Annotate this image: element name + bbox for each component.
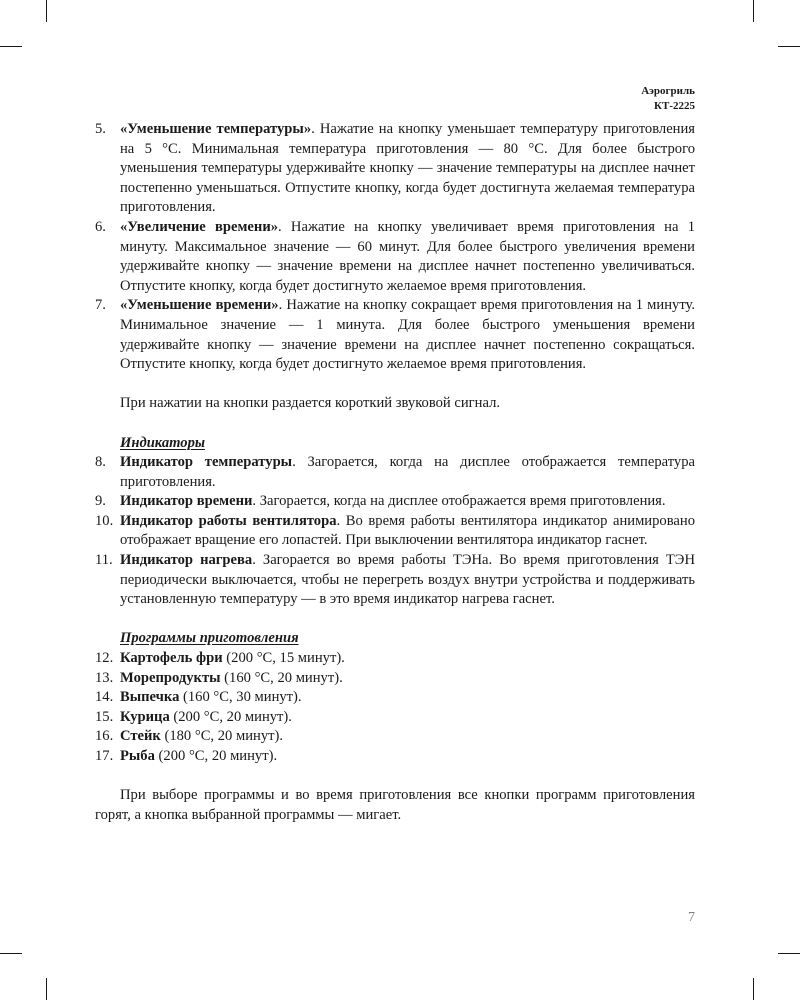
item-text: (200 °С, 20 минут).: [154, 748, 278, 764]
item-body: [120, 708, 695, 728]
list-item: [95, 453, 695, 492]
crop-mark: [46, 978, 47, 1000]
item-title: Индикатор температуры: [120, 454, 293, 471]
item-title: Индикатор времени: [120, 493, 253, 510]
list-item: [95, 512, 695, 551]
item-title: «Уменьшение времени»: [120, 297, 279, 314]
item-title: Индикатор работы вентилятора: [120, 512, 337, 529]
item-number: 7.: [95, 297, 106, 314]
item-body: [120, 453, 695, 492]
page-number: 7: [688, 910, 695, 925]
item-number: 17.: [95, 748, 114, 764]
item-body: [120, 649, 695, 669]
item-text: (160 °С, 20 минут).: [220, 669, 343, 686]
list-item: [95, 296, 695, 374]
item-text: . Загорается, когда на дисплее отображается температура приготовления.: [120, 454, 695, 490]
list-item: [95, 688, 695, 708]
list-item: [95, 727, 695, 747]
page-body: [95, 120, 695, 825]
item-body: [120, 512, 695, 551]
crop-mark: [778, 46, 800, 47]
item-number: 9.: [95, 493, 106, 510]
item-body: [120, 727, 695, 747]
item-body: [120, 120, 695, 218]
item-body: [120, 551, 695, 610]
item-title: Выпечка: [120, 689, 180, 706]
spacer: [95, 414, 695, 434]
item-number: 12.: [95, 650, 114, 667]
item-title: Морепродукты: [120, 669, 221, 686]
crop-mark: [778, 953, 800, 954]
item-number: 5.: [95, 121, 106, 137]
item-title: Стейк: [120, 728, 161, 745]
item-title: Курица: [120, 708, 170, 725]
list-item: [95, 551, 695, 610]
list-item: [95, 218, 695, 296]
list-item: [95, 708, 695, 728]
spacer: [95, 610, 695, 630]
item-title: «Уменьшение температуры»: [120, 121, 312, 137]
list-item: [95, 747, 695, 767]
item-number: 11.: [95, 552, 113, 569]
item-text: (200 °С, 20 минут).: [169, 708, 292, 725]
crop-mark: [0, 46, 22, 47]
item-number: 13.: [95, 669, 114, 686]
header-model: КТ-2225: [654, 100, 695, 112]
beep-note: При нажатии на кнопки раздается короткий звуковой сигнал.: [120, 395, 500, 412]
item-body: [120, 669, 695, 689]
item-text: (200 °С, 15 минут).: [222, 650, 345, 667]
item-text: . Нажатие на кнопку увеличивает время приготовления на 1 минуту. Максимальное значение — 60 минут. Для более быстрого увеличения времени удерживайте кнопку — значение времени на дисплее начнет постепенно увеличиваться. Отпустите кнопку, когда будет достигнуто желаемое время приготовления.: [120, 218, 696, 294]
item-title: Индикатор нагрева: [120, 552, 253, 569]
running-header: [641, 84, 695, 114]
programs-heading: Программы приготовления: [120, 630, 299, 647]
item-text: (160 °С, 30 минут).: [179, 689, 302, 706]
item-number: 16.: [95, 728, 114, 745]
header-product: Аэрогриль: [641, 85, 695, 97]
item-body: [120, 688, 695, 708]
item-number: 6.: [95, 218, 106, 235]
crop-mark: [46, 0, 47, 22]
item-number: 15.: [95, 708, 114, 725]
item-number: 10.: [95, 512, 114, 529]
item-number: 8.: [95, 454, 106, 471]
item-number: 14.: [95, 689, 114, 706]
spacer: [95, 375, 695, 395]
list-item: [95, 120, 695, 218]
indicators-heading: Индикаторы: [120, 434, 206, 451]
item-text: . Загорается, когда на дисплее отображается время приготовления.: [252, 493, 666, 510]
item-title: «Увеличение времени»: [120, 218, 279, 235]
list-item: [95, 492, 695, 512]
item-text: . Загорается во время работы ТЭНа. Во время приготовления ТЭН периодически выключается, чтобы не перегреть воздух внутри устройства и поддерживать установленную температуру — в это время индикатор нагрева гаснет.: [120, 552, 695, 608]
item-title: Картофель фри: [120, 650, 223, 667]
item-text: . Нажатие на кнопку уменьшает температуру приготовления на 5 °С. Минимальная температура приготовления — 80 °С. Для более быстрого уменьшения температуры удерживайте кнопку — значение температуры на дисплее начнет постепенно уменьшаться. Отпустите кнопку, когда будет достигнута желаемая температура приготовления.: [120, 121, 695, 216]
item-body: [120, 218, 695, 296]
item-text: . Нажатие на кнопку сокращает время приготовления на 1 минуту. Минимальное значение — 1 минута. Для более быстрого уменьшения времени удерживайте кнопку — значение времени на дисплее начнет постепенно сокращаться. Отпустите кнопку, когда будет достигнуто желаемое время приготовления.: [120, 297, 695, 373]
crop-mark: [753, 0, 754, 22]
crop-mark: [753, 978, 754, 1000]
item-body: [120, 296, 695, 374]
list-item: [95, 669, 695, 689]
item-text: (180 °С, 20 минут).: [160, 728, 284, 745]
programs-note: При выборе программы и во время приготовления все кнопки программ приготовления горят, а кнопка выбранной программы — мигает.: [95, 787, 695, 823]
list-item: [95, 649, 695, 669]
item-text: . Во время работы вентилятора индикатор анимировано отображает вращение его лопастей. При выключении вентилятора индикатор гаснет.: [120, 512, 695, 549]
item-body: [120, 492, 695, 512]
item-body: [120, 747, 695, 767]
spacer: [95, 767, 695, 787]
crop-mark: [0, 953, 22, 954]
item-title: Рыба: [120, 748, 155, 764]
